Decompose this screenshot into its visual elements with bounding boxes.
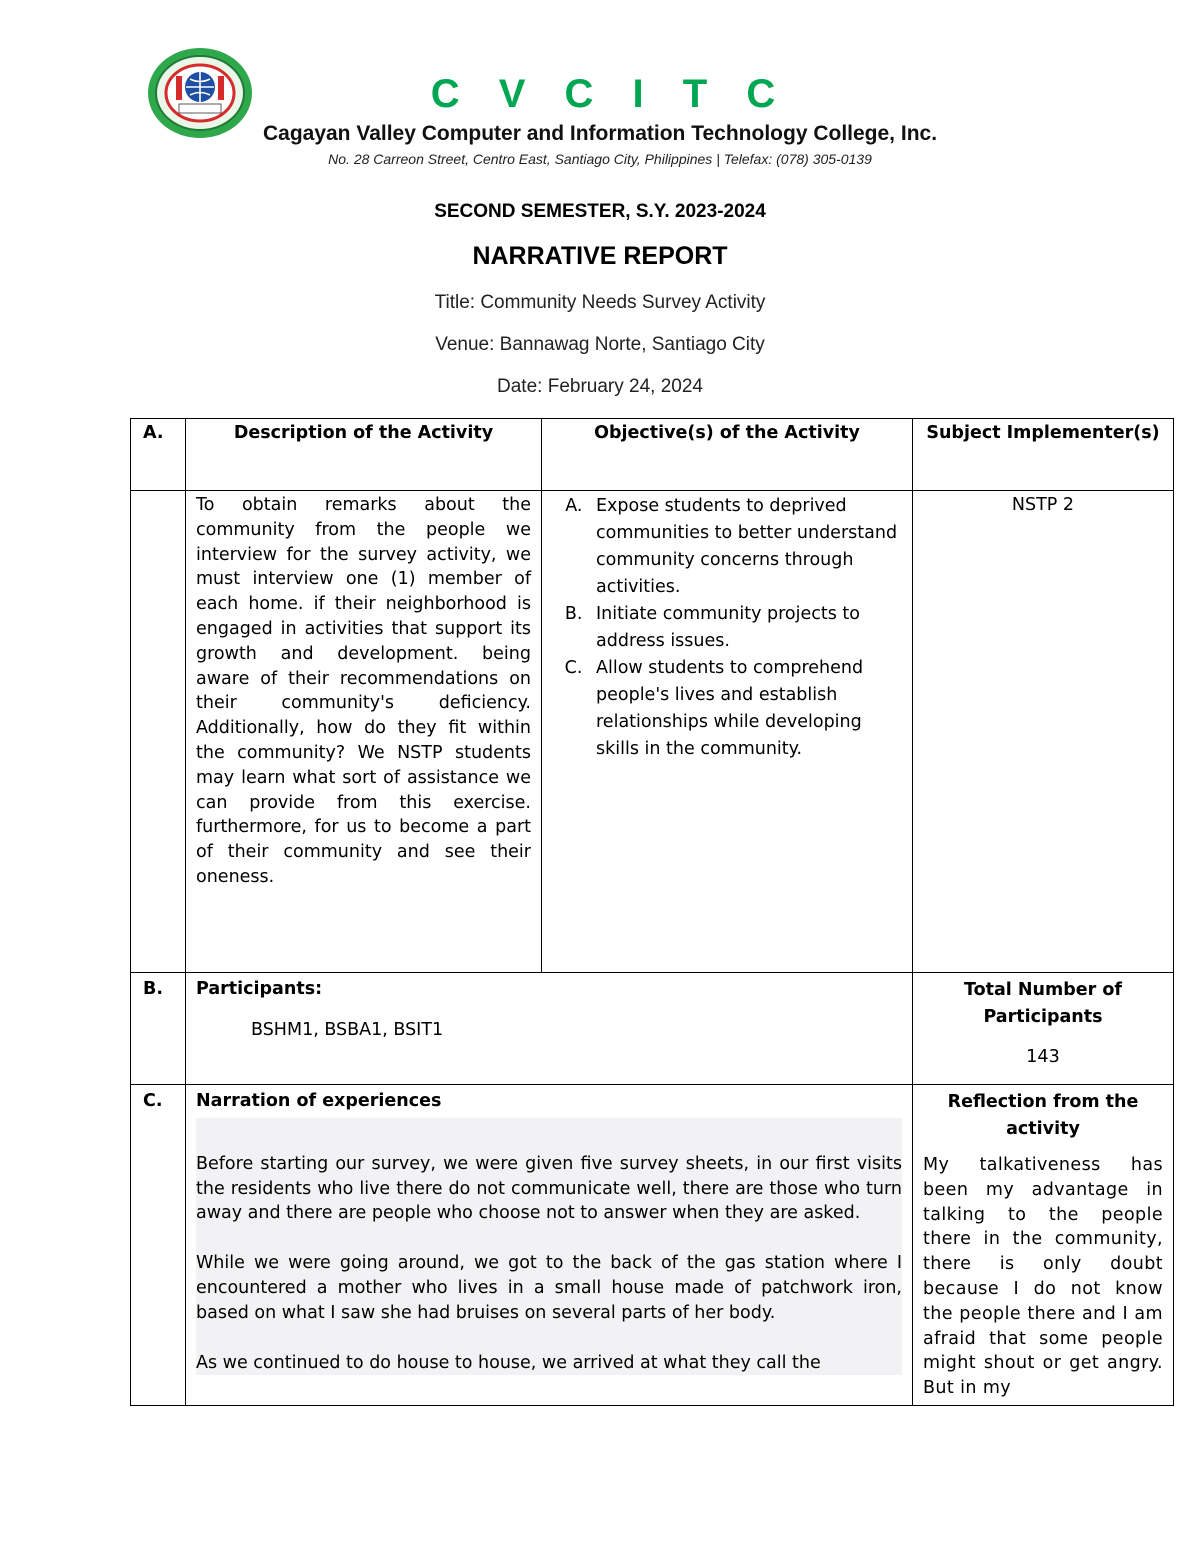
narration-paragraph: Before starting our survey, we were given five survey sheets, in our first visits the residents who live there do not communicate well, there are those who turn away and there are people who choose not to answer when they are asked. <box>196 1153 902 1224</box>
total-participants-cell <box>913 973 1174 1085</box>
section-a-header-row <box>131 419 1174 491</box>
objective-item: A. Expose students to deprived communities to better understand community concerns through activities. <box>588 493 902 601</box>
objectives-cell <box>542 491 913 973</box>
participants-value: BSHM1, BSBA1, BSIT1 <box>251 1019 444 1040</box>
narration-body <box>196 1118 902 1376</box>
total-participants-value: 143 <box>1026 1047 1060 1067</box>
objectives-header: Objective(s) of the Activity <box>542 419 913 491</box>
section-c-label: C. <box>131 1085 186 1406</box>
reflection-label: Reflection from the activity <box>947 1092 1139 1139</box>
objective-item: B. Initiate community projects to address issues. <box>588 601 902 655</box>
school-code: C V C I T C <box>430 72 790 116</box>
activity-venue: Venue: Bannawag Norte, Santiago City <box>435 334 765 355</box>
reflection-text: My talkativeness has been my advantage in talking to the people there in the community, there is only doubt because I do not know the people there and I am afraid that some people might shout or get angry. But in my <box>923 1155 1163 1399</box>
objectives-list <box>552 493 902 763</box>
report-table <box>130 418 1174 1406</box>
activity-date: Date: February 24, 2024 <box>497 376 703 397</box>
participants-label: Participants: <box>196 979 323 999</box>
section-a-label: A. <box>131 419 186 491</box>
implementer-value: NSTP 2 <box>913 491 1174 973</box>
description-header: Description of the Activity <box>186 419 542 491</box>
narration-paragraph: As we continued to do house to house, we arrived at what they call the <box>196 1352 821 1373</box>
section-b-label: B. <box>131 973 186 1085</box>
report-title: NARRATIVE REPORT <box>472 242 728 270</box>
semester: SECOND SEMESTER, S.Y. 2023-2024 <box>434 201 766 222</box>
narration-label: Narration of experiences <box>196 1091 442 1111</box>
narration-cell <box>186 1085 913 1406</box>
section-a-content-row <box>131 491 1174 973</box>
total-participants-label: Total Number of Participants <box>964 980 1122 1027</box>
narration-paragraph: While we were going around, we got to the back of the gas station where I encountered a mother who lives in a small house made of patchwork iron, based on what I saw she had bruises on several parts of her body. <box>196 1253 902 1323</box>
objective-item: C. Allow students to comprehend people's lives and establish relationships while developing skills in the community. <box>588 655 902 763</box>
school-address: No. 28 Carreon Street, Centro East, Santiago City, Philippines | Telefax: (078) 305-0139 <box>328 151 872 167</box>
implementer-header: Subject Implementer(s) <box>913 419 1174 491</box>
school-name: Cagayan Valley Computer and Information Technology College, Inc. <box>262 122 938 145</box>
section-c-row <box>131 1085 1174 1406</box>
reflection-cell <box>913 1085 1174 1406</box>
section-b-row <box>131 973 1174 1085</box>
activity-description: To obtain remarks about the community from the people we interview for the survey activity, we must interview one (1) member of each home. if their neighborhood is engaged in activities that support its growth and development. being aware of their recommendations on their community's deficiency. Additionally, how do they fit within the community? We NSTP students may learn what sort of assistance we can provide from this exercise. furthermore, for us to become a part of their community and see their oneness. <box>186 491 542 973</box>
activity-title: Title: Community Needs Survey Activity <box>434 292 766 313</box>
participants-cell <box>186 973 913 1085</box>
section-a-spacer <box>131 491 186 973</box>
